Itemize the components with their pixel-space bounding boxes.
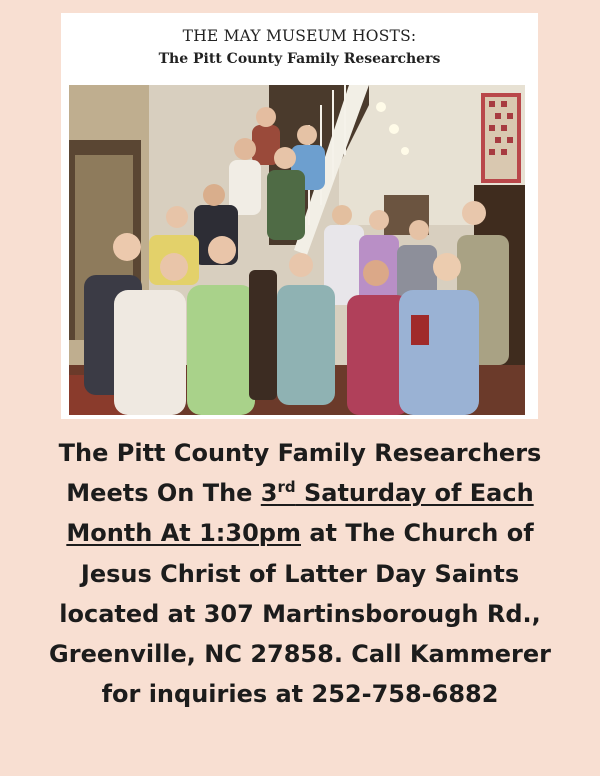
body-line-4: Jesus Christ of Latter Day Saints (80, 559, 520, 588)
meeting-day-text: Saturday of Each (295, 479, 534, 508)
body-line-7: for inquiries at 252-758-6882 (101, 680, 499, 709)
body-line-6: Greenville, NC 27858. Call Kammerer (49, 640, 551, 669)
body-line-3-rest: at The Church of (300, 519, 534, 548)
meeting-time-underlined: Month At 1:30pm (66, 519, 301, 548)
group-photo (69, 85, 525, 415)
meeting-day-underlined (261, 479, 534, 507)
header-subtitle: The Pitt County Family Researchers (158, 51, 441, 67)
body-line-2-prefix: Meets On The (66, 479, 261, 508)
body-line-5: located at 307 Martinsborough Rd., (59, 599, 541, 628)
group-photo-image (69, 85, 525, 415)
header-title: THE MAY MUSEUM HOSTS: (182, 27, 417, 45)
ordinal-number: 3 (260, 479, 278, 508)
body-line-2 (12, 473, 588, 513)
meeting-details (12, 433, 588, 714)
ordinal-suffix: rd (277, 478, 296, 497)
header-panel (61, 13, 538, 419)
body-line-1: The Pitt County Family Researchers (58, 439, 542, 467)
body-line-3 (12, 513, 588, 553)
